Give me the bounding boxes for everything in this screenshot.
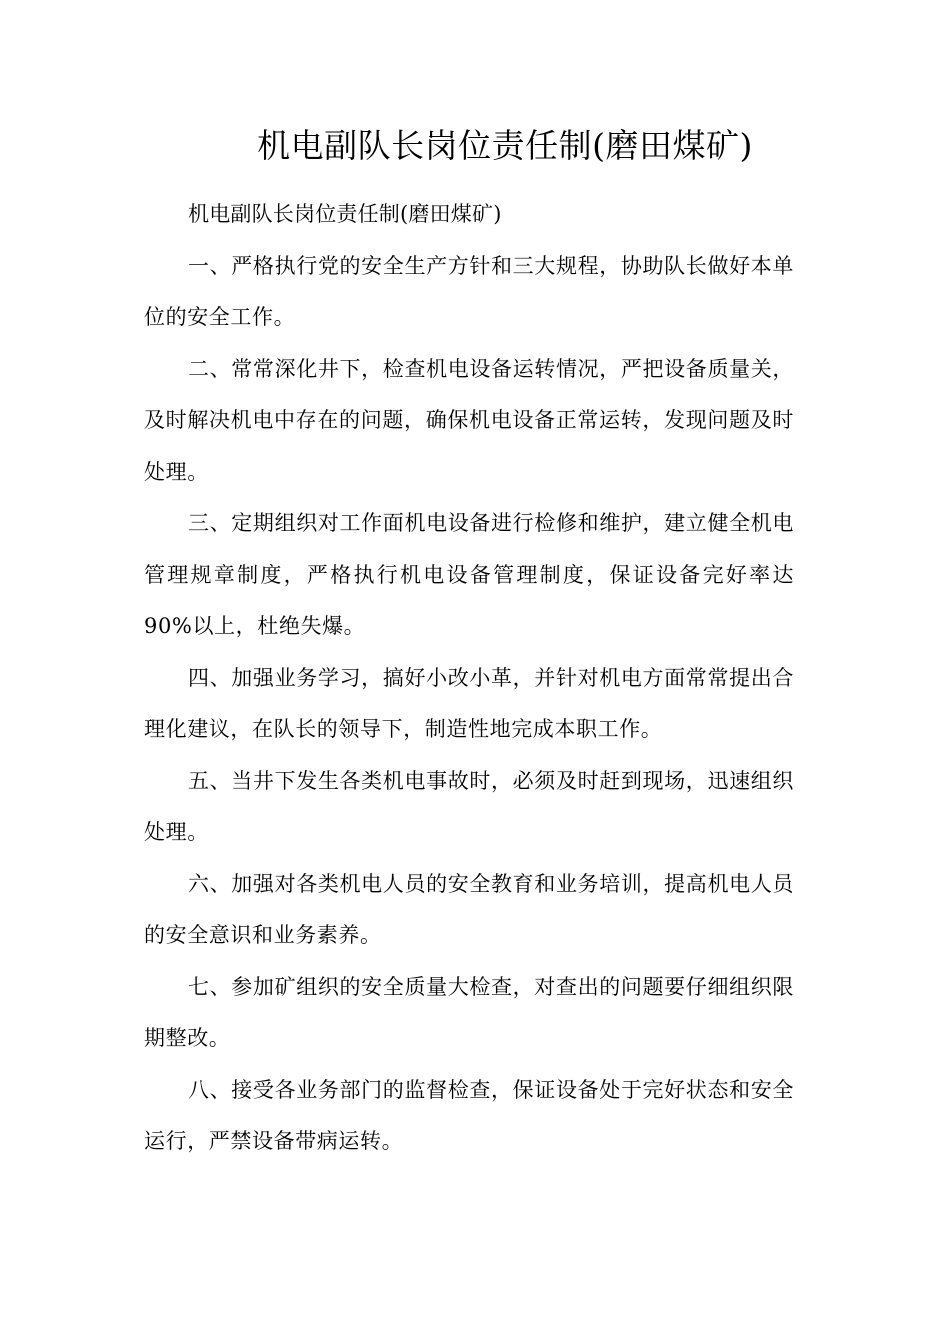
paragraph-7: 七、参加矿组织的安全质量大检查，对查出的问题要仔细组织限期整改。	[144, 974, 794, 1050]
paragraph-2: 二、常常深化井下，检查机电设备运转情况，严把设备质量关，及时解决机电中存在的问题，确保机电设备正常运转，发现问题及时处理。	[144, 356, 794, 484]
paragraph-5: 五、当井下发生各类机电事故时，必须及时赶到现场，迅速组织处理。	[144, 768, 794, 844]
paragraph-1: 一、严格执行党的安全生产方针和三大规程，协助队长做好本单位的安全工作。	[144, 253, 794, 329]
paragraph-3: 三、定期组织对工作面机电设备进行检修和维护，建立健全机电管理规章制度，严格执行机电设备管理制度，保证设备完好率达90%以上，杜绝失爆。	[144, 511, 794, 638]
paragraph-4: 四、加强业务学习，搞好小改小革，并针对机电方面常常提出合理化建议，在队长的领导下，制造性地完成本职工作。	[144, 665, 794, 741]
paragraph-6: 六、加强对各类机电人员的安全教育和业务培训，提高机电人员的安全意识和业务素养。	[144, 871, 794, 947]
document-title: 机电副队长岗位责任制(磨田煤矿)	[257, 126, 753, 165]
paragraph-8: 八、接受各业务部门的监督检查，保证设备处于完好状态和安全运行，严禁设备带病运转。	[144, 1077, 794, 1153]
document-subtitle: 机电副队长岗位责任制(磨田煤矿)	[188, 202, 502, 226]
document-body	[144, 189, 794, 1168]
